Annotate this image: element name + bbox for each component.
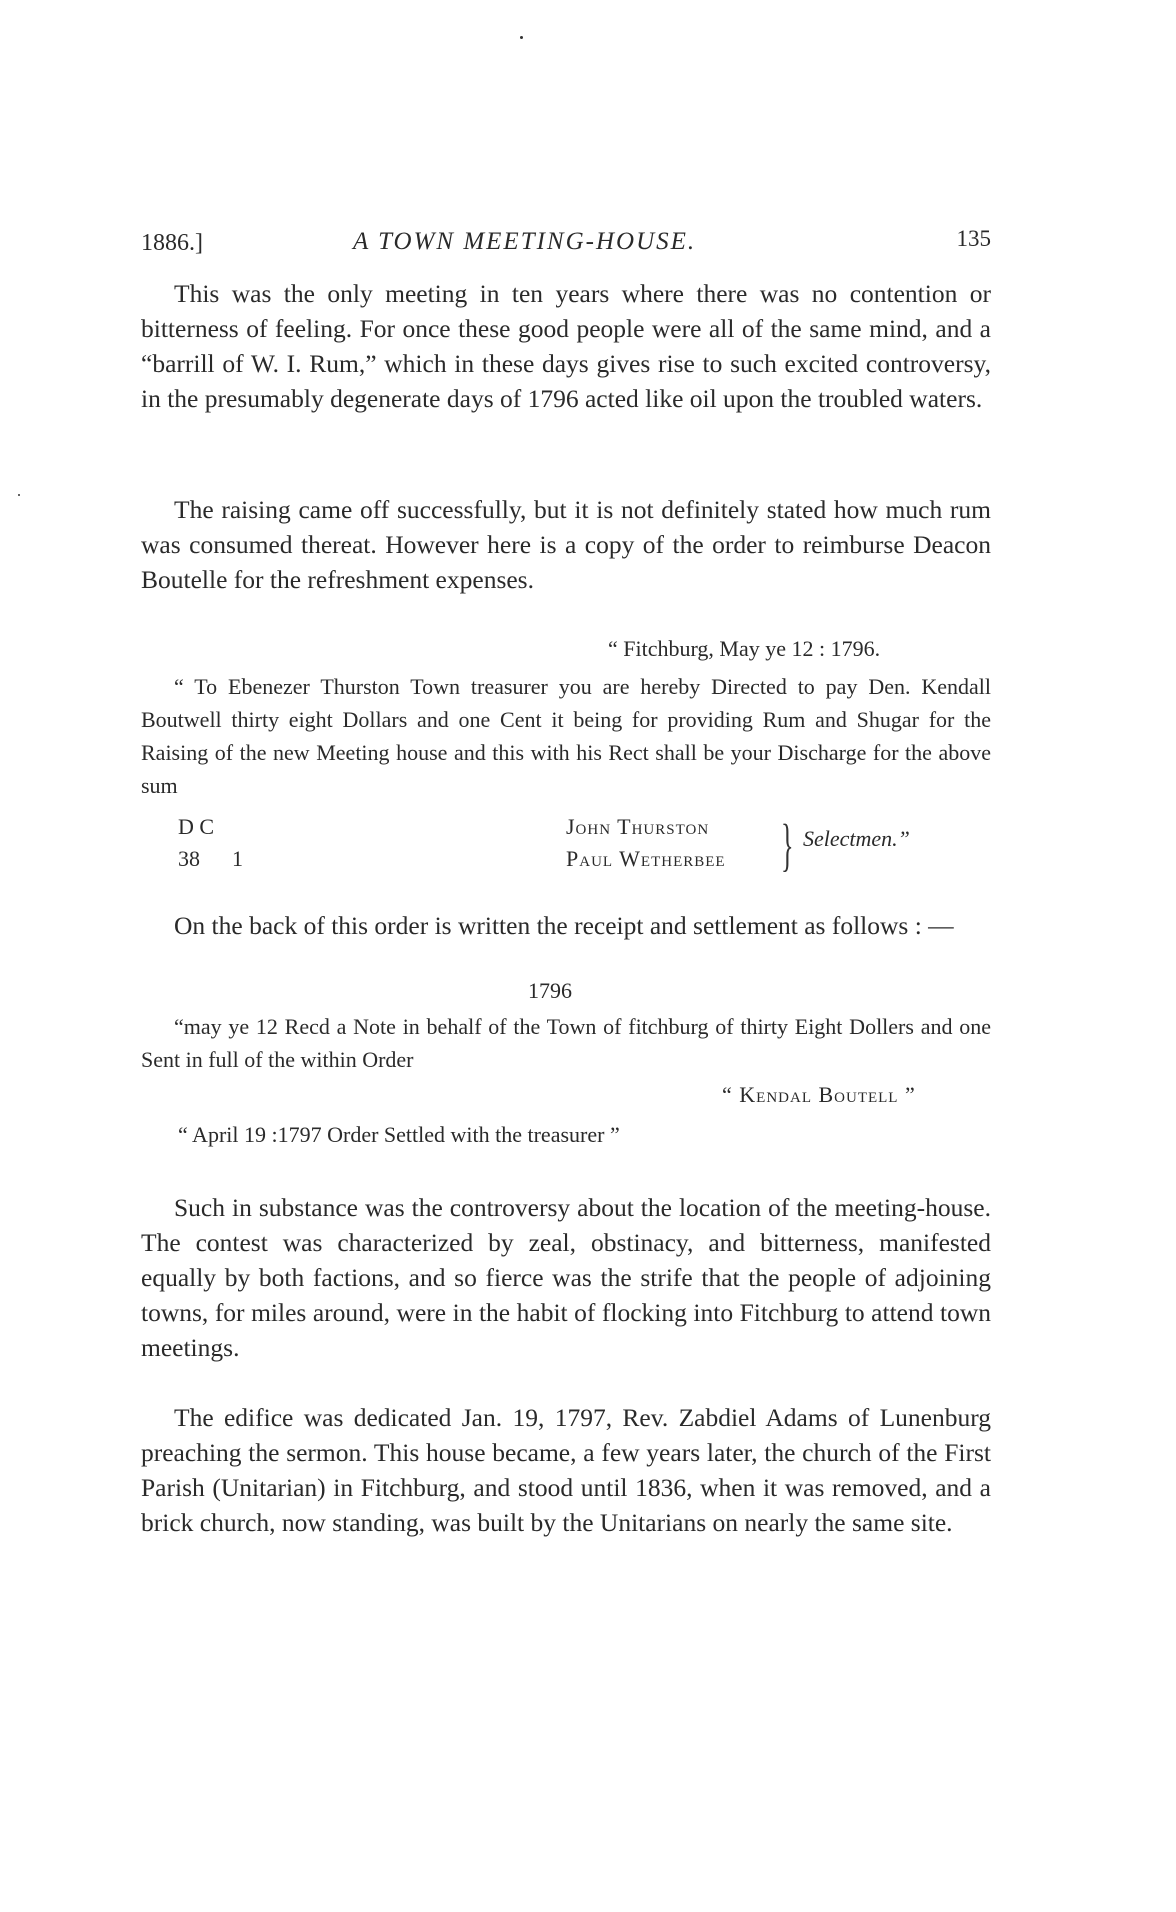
page-speck — [18, 494, 20, 496]
closing-paragraph-2: The edifice was dedicated Jan. 19, 1797, Rev. Zabdiel Adams of Lunenburg preaching the sermon. This house became, a few years later, the church of the First Parish (Unitarian) in Fitchburg, and stood until 1836, when it was removed, and a brick church, now standing, was built by the Unitarians on nearly the same site. — [141, 1403, 991, 1537]
receipt-text: “may ye 12 Recd a Note in behalf of the Town of fitchburg of thirty Eight Dollers and one Sent in full of the within Order — [141, 1014, 991, 1072]
paragraph-1: This was the only meeting in ten years where there was no contention or bitterness of feeling. For once these good people were all of the same mind, and a “barrill of W. I. Rum,” which in these days gives rise to such excited controversy, in the presumably degenerate days of 1796 acted like oil upon the troubled waters. — [141, 279, 991, 413]
page-number: 135 — [956, 226, 991, 251]
order-dateline: “ Fitchburg, May ye 12 : 1796. — [608, 636, 881, 661]
receipt-intro: On the back of this order is written the receipt and settlement as follows : — — [174, 911, 954, 940]
brace-icon: } — [781, 812, 794, 877]
header-title: A TOWN MEETING-HOUSE. — [353, 228, 697, 255]
signer-paul-wetherbee: Paul Wetherbee — [566, 846, 726, 871]
selectmen-label: Selectmen.” — [803, 826, 910, 851]
signer-john-thurston: John Thurston — [566, 814, 710, 839]
receipt-year: 1796 — [528, 978, 572, 1003]
settled-note: “ April 19 :1797 Order Settled with the treasurer ” — [178, 1122, 620, 1147]
header-year: 1886.] — [141, 230, 203, 256]
closing-paragraph-1: Such in substance was the controversy about the location of the meeting-house. The contest was characterized by zeal, obstinacy, and bitterness, manifested equally by both factions, and so fierce was the strife that the people of adjoining towns, for miles around, were in the habit of flocking into Fitchburg to attend town meetings. — [141, 1193, 991, 1362]
amount-header: D C — [178, 814, 215, 839]
paragraph-2: The raising came off successfully, but it is not definitely stated how much rum was consumed thereat. However here is a copy of the order to reimburse Deacon Boutelle for the refreshment expenses. — [141, 495, 991, 594]
amount-dollars: 38 — [178, 846, 200, 871]
amount-cents: 1 — [232, 846, 243, 871]
order-body: “ To Ebenezer Thurston Town treasurer you are hereby Directed to pay Den. Kendall Boutwell thirty eight Dollars and one Cent it being for providing Rum and Shugar for the Raising of the new Meeting house and this with his Rect shall be your Discharge for the above sum — [141, 674, 991, 798]
running-header — [141, 226, 991, 262]
page-speck — [520, 36, 523, 39]
receipt-signer: “ Kendal Boutell ” — [722, 1082, 916, 1107]
